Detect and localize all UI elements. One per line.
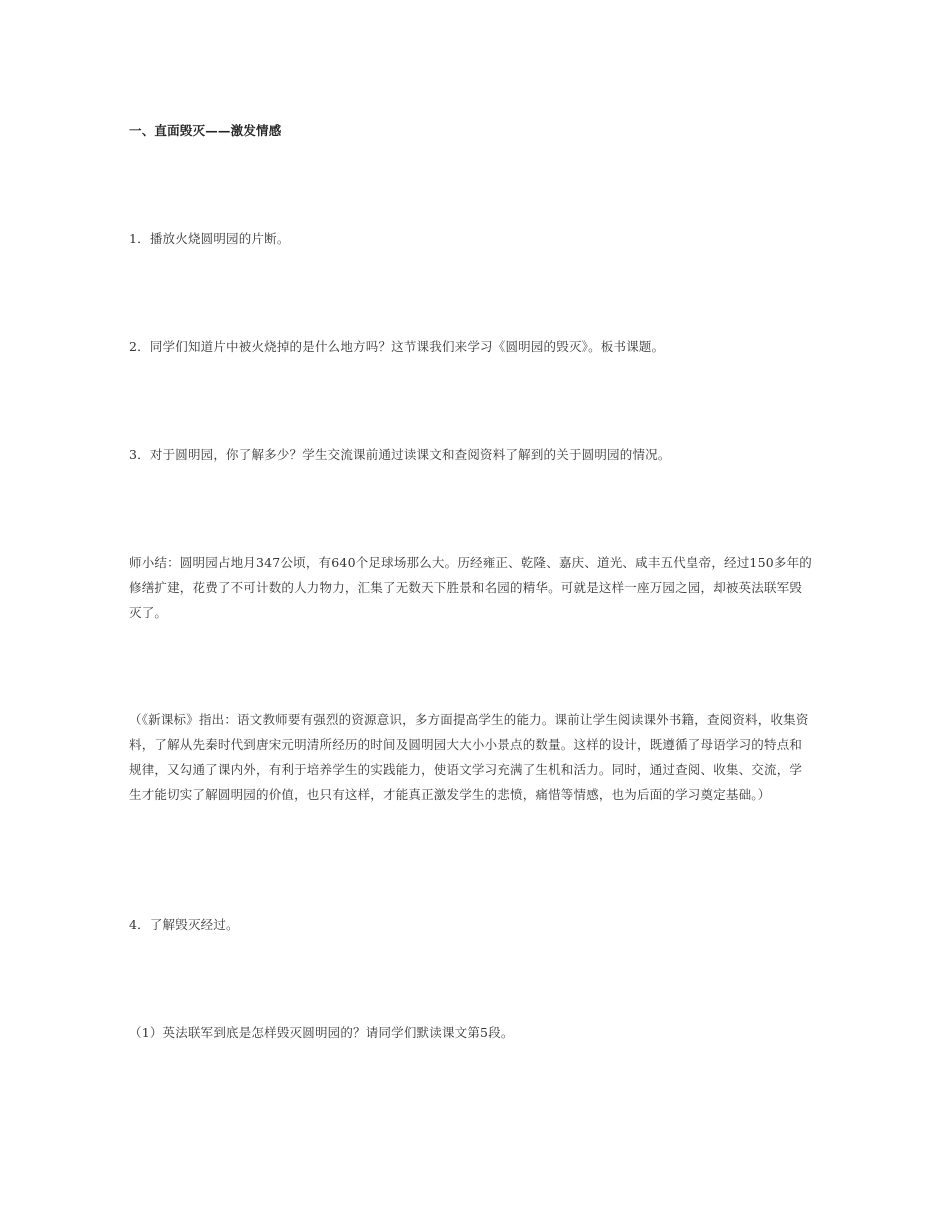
curriculum-note-paragraph: （《新课标》指出：语文教师要有强烈的资源意识，多方面提高学生的能力。课前让学生阅读课外书籍，查阅资料，收集资料，了解从先秦时代到唐宋元明清所经历的时间及圆明园大大小小景点的数量。这样的设计，既遵循了母语学习的特点和规律，又勾通了课内外，有利于培养学生的实践能力，使语文学习充满了生机和活力。同时，通过查阅、收集、交流，学生才能切实了解圆明园的价值，也只有这样，才能真正激发学生的悲愤，痛惜等情感，也为后面的学习奠定基础。） bbox=[129, 712, 809, 802]
paragraph-5: （1）英法联军到底是怎样毁灭圆明园的？请同学们默读课文第5段。 bbox=[129, 1025, 514, 1040]
paragraph-3: 3．对于圆明园，你了解多少？学生交流课前通过读课文和查阅资料了解到的关于圆明园的情况。 bbox=[129, 447, 671, 462]
paragraph-1: 1．播放火烧圆明园的片断。 bbox=[129, 231, 290, 246]
paragraph-2: 2．同学们知道片中被火烧掉的是什么地方吗？这节课我们来学习《圆明园的毁灭》。板书课题。 bbox=[129, 339, 665, 354]
teacher-summary-paragraph: 师小结：圆明园占地月347公顷，有640个足球场那么大。历经雍正、乾隆、嘉庆、道光、咸丰五代皇帝，经过150多年的修缮扩建，花费了不可计数的人力物力，汇集了无数天下胜景和名园的精华。可就是这样一座万园之园，却被英法联军毁灭了。 bbox=[129, 555, 812, 620]
paragraph-4: 4．了解毁灭经过。 bbox=[129, 917, 239, 932]
section-heading: 一、直面毁灭——激发情感 bbox=[129, 123, 282, 138]
